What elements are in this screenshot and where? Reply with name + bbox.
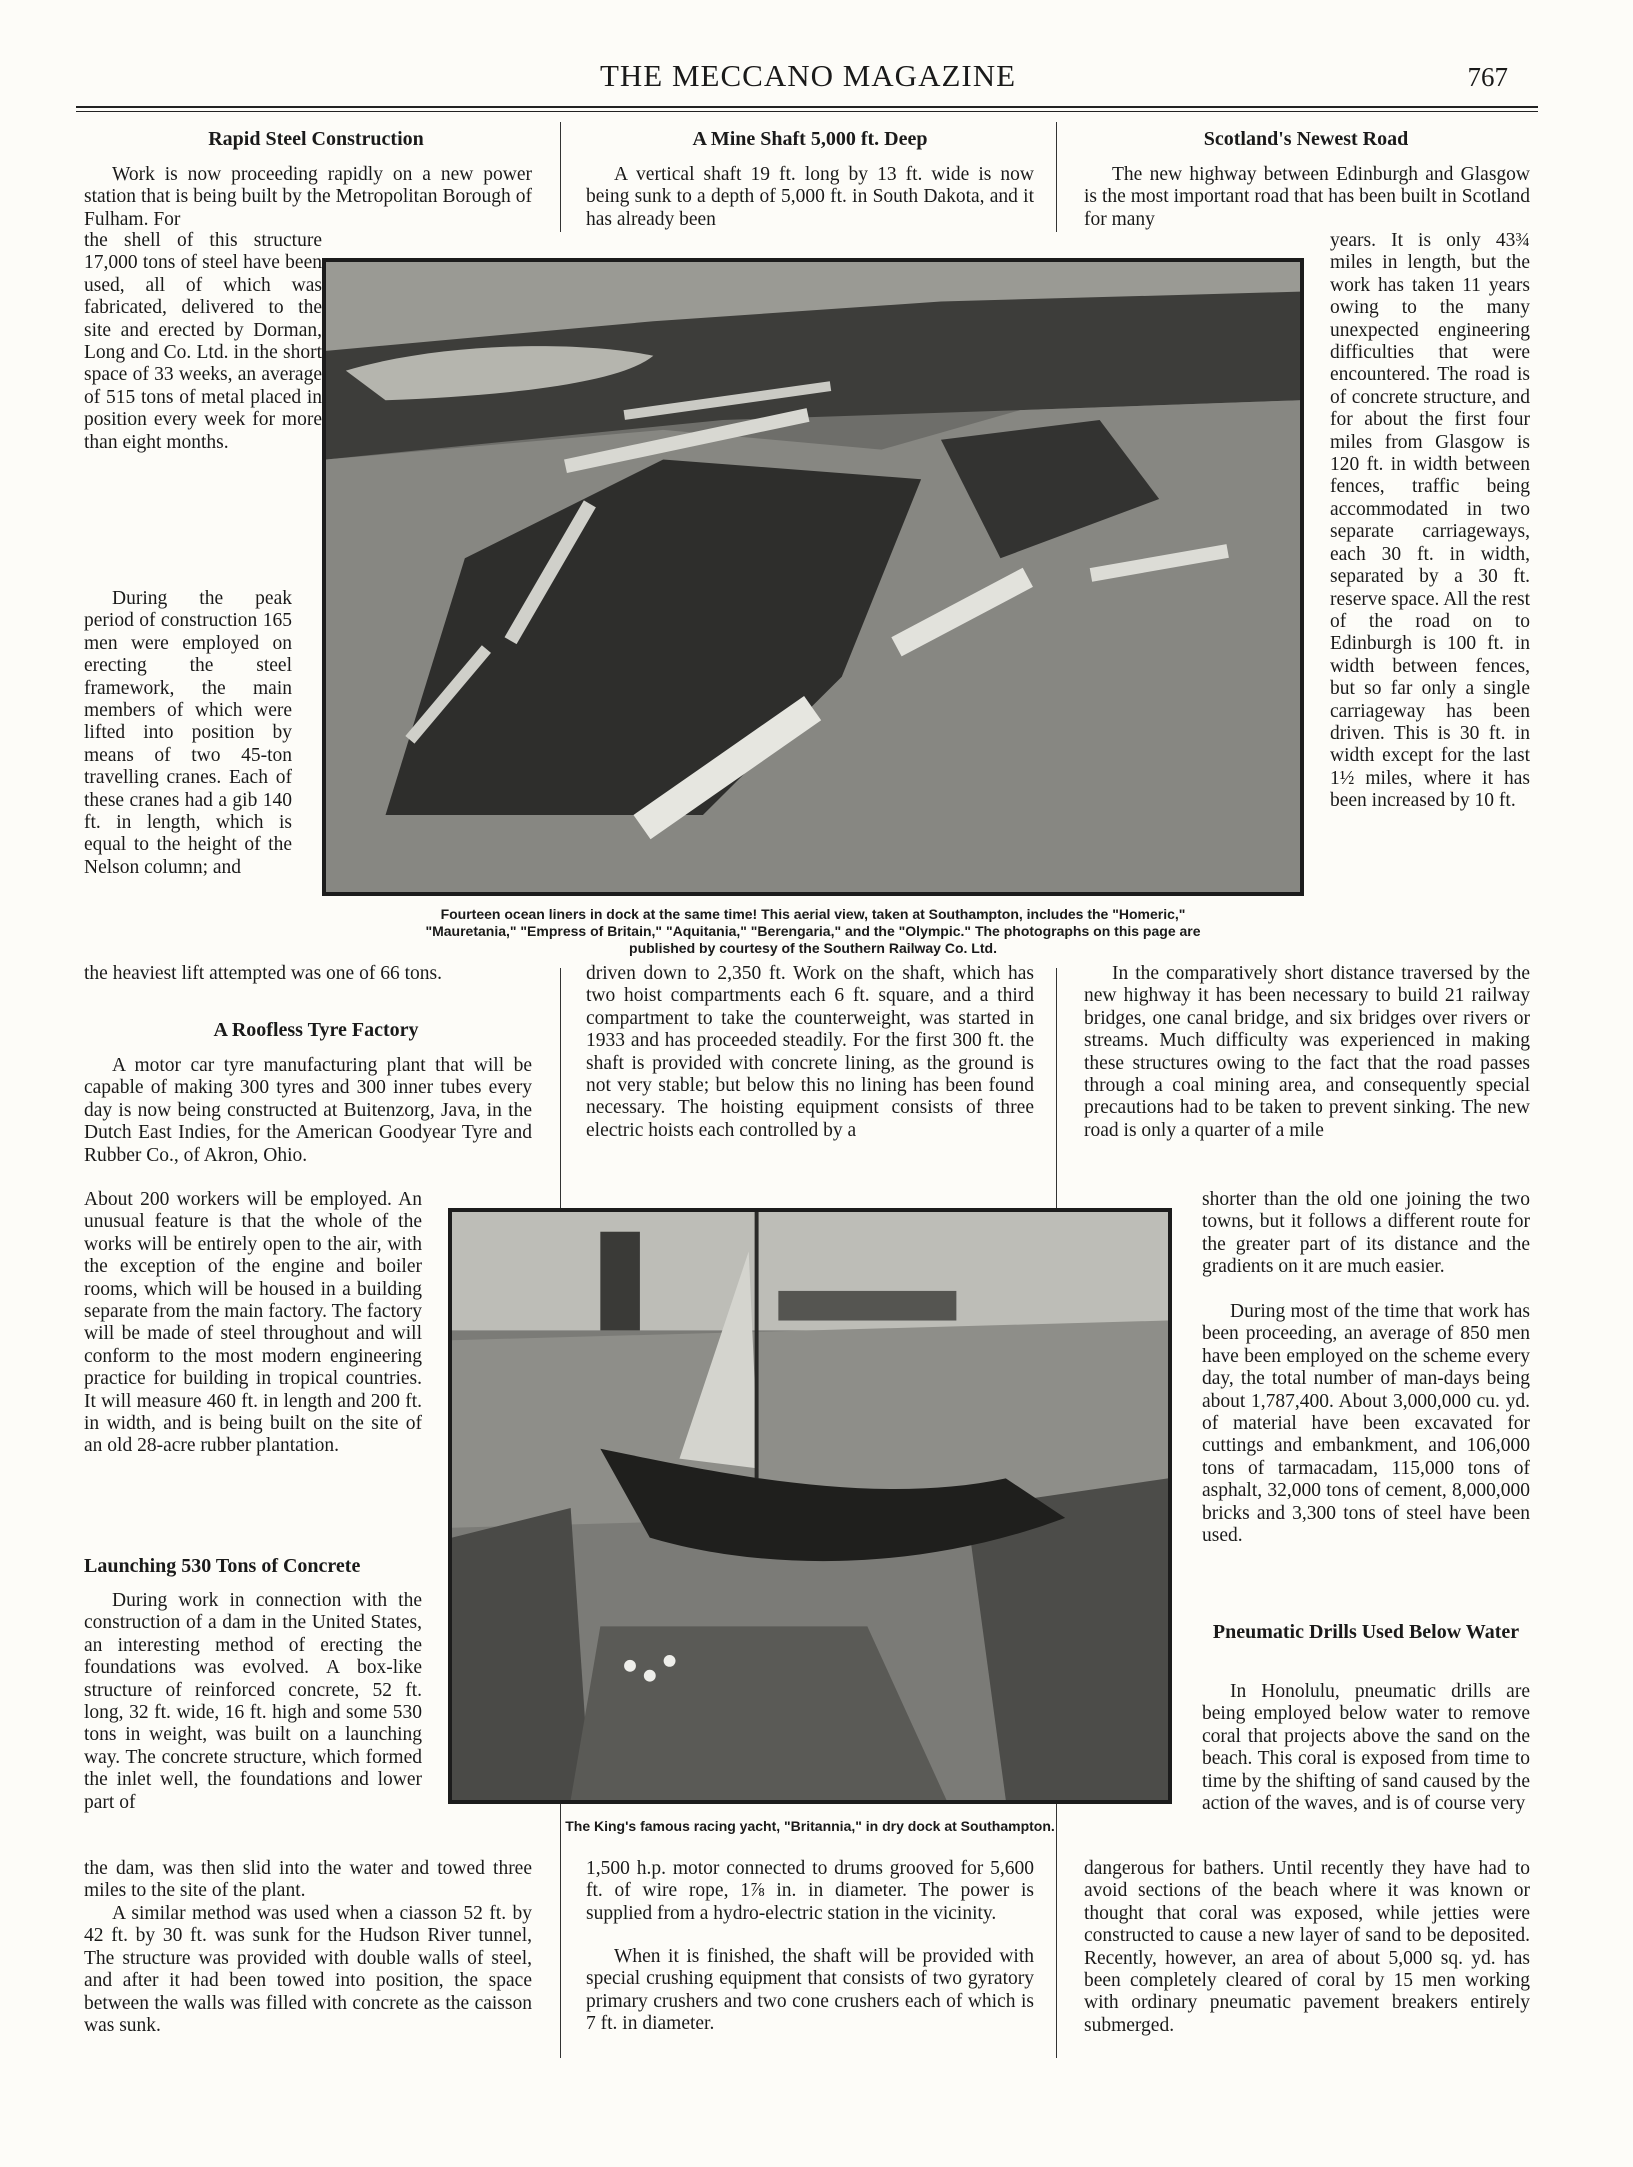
- steel-paragraph-2: During the peak period of construction 165 men were employed on erecting the steel framework, the main members of which were lifted into position by means of two 45-ton travelling cranes. Each of these cranes had a gib 140 ft. in length, which is equal to the height of the Nelson column; and: [84, 588, 292, 878]
- article-title-steel: Rapid Steel Construction: [208, 128, 424, 150]
- yacht-photo-caption: The King's famous racing yacht, "Britannia," in dry dock at Southampton.: [565, 1818, 1055, 1834]
- page-number: 767: [1467, 62, 1508, 92]
- road-paragraph-3: During most of the time that work has been proceeding, an average of 850 men have been employed on the scheme every day, the total number of man-days being about 1,787,400. About 3,000,000 cu. yd. of material have been excavated for cuttings and embankment, and 106,000 tons of tarmacadam, 115,000 tons of asphalt, 32,000 tons of cement, 8,000,000 bricks and 3,300 tons of steel have been used.: [1202, 1301, 1530, 1547]
- road-paragraph-1b: years. It is only 43¾ miles in length, but the work has taken 11 years owing to the many unexpected engineering difficulties that were encountered. The road is of concrete structure, and for about the first four miles from Glasgow is 120 ft. in width between fences, traffic being accommodated in two separate carriageways, each 30 ft. in width, separated by a 30 ft. reserve space. All the rest of the road on to Edinburgh is 100 ft. in width between fences, but so far only a single carriageway has been driven. This is 30 ft. in width except for the last 1½ miles, where it has been increased by 10 ft.: [1330, 230, 1530, 812]
- header-rule-thin: [76, 111, 1538, 112]
- aerial-dock-photo-image: [326, 262, 1300, 892]
- page-header: [78, 58, 1538, 108]
- article-title-mine: A Mine Shaft 5,000 ft. Deep: [692, 128, 928, 150]
- steel-paragraph-1b: the shell of this structure 17,000 tons of steel have been used, all of which was fabricated, delivered to the site and erected by Dorman, Long and Co. Ltd. in the short space of 33 weeks, an average of 515 tons of metal placed in position every week for more than eight months.: [84, 230, 322, 453]
- tyre-paragraph-1a: A motor car tyre manufacturing plant that will be capable of making 300 tyres and 300 inner tubes every day is now being constructed at Buitenzorg, Java, in the Dutch East Indies, for the American Goodyear Tyre and Rubber Co., of Akron, Ohio.: [84, 1055, 532, 1166]
- road-paragraph-2: In the comparatively short distance traversed by the new highway it has been necessary to build 21 railway bridges, one canal bridge, and six bridges over rivers or streams. Much difficulty was experienced in making these structures owing to the fact that the road passes through a coal mining area, and consequently special precautions had to be taken to prevent sinking. The new road is only a quarter of a mile: [1084, 963, 1530, 1141]
- road-paragraph-2b: shorter than the old one joining the two towns, but it follows a different route for the greater part of its distance and the gradients on it are much easier.: [1202, 1189, 1530, 1278]
- steel-paragraph-1a: Work is now proceeding rapidly on a new power station that is being built by the Metropolitan Borough of Fulham. For: [84, 164, 532, 230]
- concrete-paragraph-1-end: the dam, was then slid into the water and towed three miles to the site of the plant.: [84, 1858, 532, 1902]
- dock-photo-caption-line-2: "Mauretania," "Empress of Britain," "Aquitania," "Berengaria," and the "Olympic." The photographs on this page are: [425, 923, 1201, 939]
- yacht-photo-image: [452, 1212, 1168, 1800]
- mine-paragraph-2: When it is finished, the shaft will be provided with special crushing equipment that consists of two gyratory primary crushers and two cone crushers each of which is 7 ft. in diameter.: [586, 1946, 1034, 2035]
- article-title-road: Scotland's Newest Road: [1203, 128, 1409, 150]
- dock-photo-caption-line-1: Fourteen ocean liners in dock at the same time! This aerial view, taken at Southampton, includes the "Homeric,": [440, 906, 1186, 922]
- concrete-paragraph-1: During work in connection with the construction of a dam in the United States, an interesting method of erecting the foundations was evolved. A box-like structure of reinforced concrete, 52 ft. long, 32 ft. wide, 16 ft. high and some 530 tons in weight, was built on a launching way. The concrete structure, which formed the inlet well, the foundations and lower part of: [84, 1590, 422, 1813]
- mine-paragraph-1b: driven down to 2,350 ft. Work on the shaft, which has two hoist compartments each 6 ft. square, and a third compartment to take the counterweight, was started in 1933 and has proceeded steadily. For the first 300 ft. the shaft is provided with concrete lining, as the ground is not very stable; but below this no lining has been found necessary. The hoisting equipment consists of three electric hoists each controlled by a: [586, 963, 1034, 1141]
- steel-paragraph-2-end: the heaviest lift attempted was one of 66 tons.: [84, 963, 442, 984]
- article-title-drills: Pneumatic Drills Used Below Water: [1212, 1621, 1520, 1643]
- mine-paragraph-1c: 1,500 h.p. motor connected to drums grooved for 5,600 ft. of wire rope, 1⅞ in. in diameter. The power is supplied from a hydro-electric station in the vicinity.: [586, 1858, 1034, 1924]
- article-title-tyre: A Roofless Tyre Factory: [213, 1019, 419, 1041]
- road-paragraph-1a: The new highway between Edinburgh and Glasgow is the most important road that has been built in Scotland for many: [1084, 164, 1530, 230]
- aerial-dock-photo: [322, 258, 1304, 896]
- header-rule: [76, 106, 1538, 108]
- tyre-paragraph-1b: About 200 workers will be employed. An unusual feature is that the whole of the works will be entirely open to the air, with the exception of the engine and boiler rooms, which will be housed in a building separate from the main factory. The factory will be made of steel throughout and will conform to the most modern engineering practice for building in tropical countries. It will measure 460 ft. in length and 200 ft. in width, and is being built on the site of an old 28-acre rubber plantation.: [84, 1189, 422, 1457]
- yacht-photo: [448, 1208, 1172, 1804]
- dock-photo-caption-line-3: published by courtesy of the Southern Railway Co. Ltd.: [629, 940, 997, 956]
- column-divider: [560, 122, 561, 232]
- concrete-paragraph-2: A similar method was used when a ciasson 52 ft. by 42 ft. by 30 ft. was sunk for the Hudson River tunnel, The structure was provided with double walls of steel, and after it had been towed into position, the space between the walls was filled with concrete as the caisson was sunk.: [84, 1903, 532, 2037]
- magazine-title: THE MECCANO MAGAZINE: [599, 58, 1017, 93]
- article-title-concrete: Launching 530 Tons of Concrete: [84, 1555, 361, 1577]
- drills-paragraph-1a: In Honolulu, pneumatic drills are being employed below water to remove coral that projects above the sand on the beach. This coral is exposed from time to time by the shifting of sand caused by the action of the waves, and is of course very: [1202, 1681, 1530, 1815]
- drills-paragraph-1b: dangerous for bathers. Until recently they have had to avoid sections of the beach where it was known or thought that coral was exposed, while jetties were constructed to cause a new layer of sand to be deposited. Recently, however, an area of about 5,000 sq. yd. has been completely cleared of coral by 15 men working with ordinary pneumatic pavement breakers entirely submerged.: [1084, 1858, 1530, 2036]
- mine-paragraph-1a: A vertical shaft 19 ft. long by 13 ft. wide is now being sunk to a depth of 5,000 ft. in South Dakota, and it has already been: [586, 164, 1034, 230]
- column-divider: [1056, 122, 1057, 232]
